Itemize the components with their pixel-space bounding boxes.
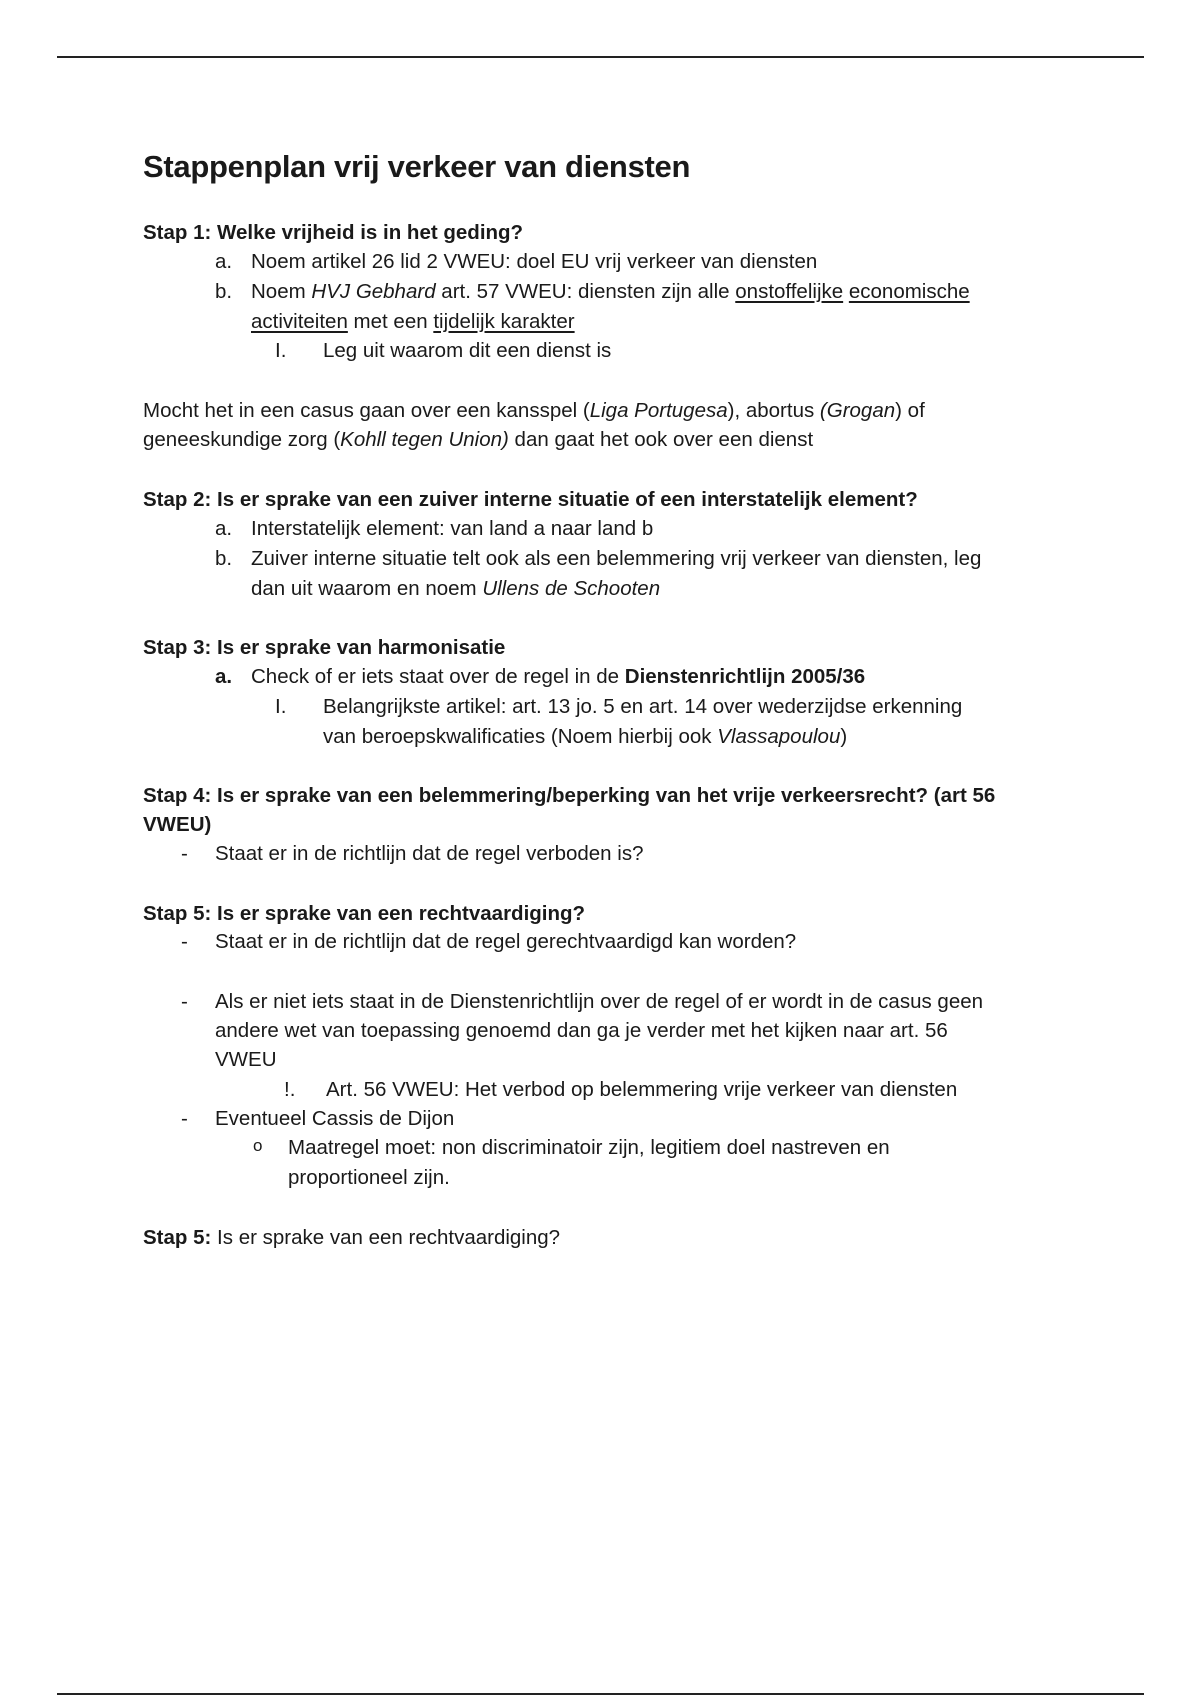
step1-b-line1: Noem HVJ Gebhard art. 57 VWEU: diensten zijn alle onstoffelijke economische [251,280,970,303]
step5-item2-line1: Als er niet iets staat in de Dienstenrichtlijn over de regel of er wordt in de casus geen [215,990,984,1013]
note-line2: geneeskundige zorg (Kohll tegen Union) dan gaat het ook over een dienst [143,428,814,451]
note-line1: Mocht het in een casus gaan over een kansspel (Liga Portugesa), abortus (Grogan) of [143,399,925,422]
step1-i-marker: I. [275,339,287,362]
step3-a-text: Check of er iets staat over de regel in de Dienstenrichtlijn 2005/36 [251,665,866,688]
step1-a-text: Noem artikel 26 lid 2 VWEU: doel EU vrij verkeer van diensten [251,250,818,273]
final-step-line: Stap 5: Is er sprake van een rechtvaardiging? [143,1226,561,1249]
step5-item3: Eventueel Cassis de Dijon [215,1107,455,1130]
step5-dash-3: - [181,1107,188,1130]
step5-item2-line3: VWEU [215,1048,277,1071]
step5-item2-line2: andere wet van toepassing genoemd dan ga je verder met het kijken naar art. 56 [215,1019,948,1042]
step3-i-line2: van beroepskwalificaties (Noem hierbij ook Vlassapoulou) [323,725,848,748]
step2-a-text: Interstatelijk element: van land a naar land b [251,517,654,540]
step4-dash: - [181,842,188,865]
step1-heading: Stap 1: Welke vrijheid is in het geding? [143,221,524,244]
step5-dash-2: - [181,990,188,1013]
step5-bullet-line2: proportioneel zijn. [288,1166,450,1189]
step3-i-line1: Belangrijkste artikel: art. 13 jo. 5 en art. 14 over wederzijdse erkenning [323,695,963,718]
header-rule [57,56,1144,58]
step4-heading-line2: VWEU) [143,813,212,836]
step1-i-text: Leg uit waarom dit een dienst is [323,339,612,362]
step5-item1: Staat er in de richtlijn dat de regel gerechtvaardigd kan worden? [215,930,797,953]
step1-b-line2: activiteiten met een tijdelijk karakter [251,310,575,333]
step5-dash-1: - [181,930,188,953]
step1-b-marker: b. [215,280,233,303]
step3-i-marker: I. [275,695,287,718]
step5-sub-text: Art. 56 VWEU: Het verbod op belemmering vrije verkeer van diensten [326,1078,958,1101]
step2-a-marker: a. [215,517,233,540]
step5-sub-marker: !. [284,1078,296,1101]
step5-heading: Stap 5: Is er sprake van een rechtvaardiging? [143,902,586,925]
step2-b-line1: Zuiver interne situatie telt ook als een belemmering vrij verkeer van diensten, leg [251,547,982,570]
step3-heading: Stap 3: Is er sprake van harmonisatie [143,636,506,659]
step4-heading-line1: Stap 4: Is er sprake van een belemmering/beperking van het vrije verkeersrecht? (art 56 [143,784,996,807]
step5-bullet: o [253,1136,263,1155]
step1-a-marker: a. [215,250,233,273]
page-title: Stappenplan vrij verkeer van diensten [143,149,691,184]
step2-heading: Stap 2: Is er sprake van een zuiver interne situatie of een interstatelijk element? [143,488,918,511]
step4-item: Staat er in de richtlijn dat de regel verboden is? [215,842,644,865]
footer-rule [57,1693,1144,1695]
step2-b-marker: b. [215,547,233,570]
step3-a-marker: a. [215,665,233,688]
step5-bullet-line1: Maatregel moet: non discriminatoir zijn, legitiem doel nastreven en [288,1136,890,1159]
step2-b-line2: dan uit waarom en noem Ullens de Schooten [251,577,661,600]
